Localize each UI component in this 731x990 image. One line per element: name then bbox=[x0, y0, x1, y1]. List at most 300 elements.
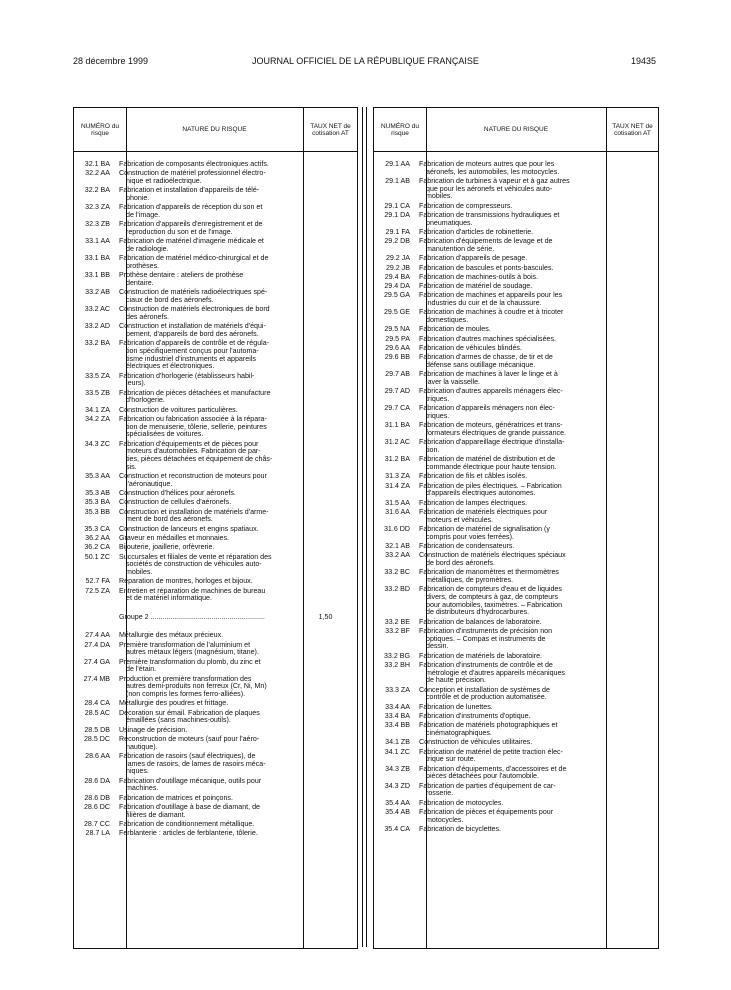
risk-code: 29.5 GE bbox=[383, 308, 410, 317]
table-row bbox=[374, 483, 658, 498]
rate-value bbox=[299, 289, 352, 304]
risk-description bbox=[110, 407, 299, 415]
description-line: Construction de matériel professionnel électro- bbox=[119, 169, 266, 178]
rate-value bbox=[299, 727, 352, 735]
description-line: Fabrication de matériel de petite traction élec- bbox=[419, 747, 563, 756]
risk-code: 28.6 DA bbox=[84, 776, 110, 785]
table-row bbox=[74, 659, 357, 674]
description-line: Fabrication de véhicules blindés. bbox=[419, 344, 522, 353]
table-row bbox=[374, 161, 658, 176]
risk-description bbox=[110, 323, 299, 338]
risk-description bbox=[110, 821, 299, 829]
description-line: Métallurgie des poudres et frittage. bbox=[119, 699, 229, 708]
risk-code: 34.1 ZB bbox=[385, 738, 410, 747]
description-line: Fabrication de moules. bbox=[419, 325, 491, 334]
risk-description bbox=[410, 552, 602, 567]
rate-value bbox=[299, 676, 352, 699]
risk-description bbox=[110, 170, 299, 185]
description-line: Construction de véhicules utilitaires. bbox=[419, 738, 533, 747]
risk-description bbox=[410, 586, 602, 617]
description-line: tion. bbox=[426, 446, 440, 455]
risk-code: 31.1 BA bbox=[384, 421, 410, 430]
risk-description bbox=[410, 628, 602, 651]
risk-description bbox=[410, 212, 602, 227]
rate-value bbox=[299, 605, 352, 613]
risk-description bbox=[410, 653, 602, 661]
table-row bbox=[74, 544, 357, 552]
table-row bbox=[374, 809, 658, 824]
risk-code: 29.2 JB bbox=[385, 263, 410, 272]
rate-value bbox=[299, 642, 352, 657]
risk-code: 31.4 ZA bbox=[385, 481, 410, 490]
risk-code: 29.2 DB bbox=[384, 237, 410, 246]
description-line: Fabrication de machines à laver le linge et à bbox=[419, 370, 558, 379]
rate-value bbox=[299, 490, 352, 498]
risk-description bbox=[410, 283, 602, 291]
description-line: pneumatiques. bbox=[426, 218, 473, 227]
description-line: Reconstruction de moteurs (sauf pour l'aéro- bbox=[119, 735, 260, 744]
description-line: rosserie. bbox=[426, 789, 454, 798]
risk-description bbox=[410, 500, 602, 508]
page-date: 28 décembre 1999 bbox=[73, 56, 149, 66]
risk-description bbox=[410, 309, 602, 324]
table-row bbox=[374, 526, 658, 541]
risk-description bbox=[110, 535, 299, 543]
table-row bbox=[74, 490, 357, 498]
risk-description bbox=[110, 187, 299, 202]
description-line: Construction et installation de matériels d'arme- bbox=[119, 507, 269, 516]
rate-value bbox=[299, 795, 352, 803]
risk-code: 33.2 BF bbox=[385, 626, 410, 635]
description-line: Fabrication de moteurs, génératrices et trans- bbox=[419, 421, 563, 430]
risk-code: 33.5 ZB bbox=[85, 388, 110, 397]
table-row bbox=[74, 161, 357, 169]
description-line: Fabrication d'instruments de contrôle et de bbox=[419, 660, 553, 669]
rate-value bbox=[299, 509, 352, 524]
description-line: tion de menuiserie, tôlerie, sellerie, peintures bbox=[126, 422, 267, 431]
description-line: Fabrication de rasoirs (sauf électriques), de bbox=[119, 752, 256, 761]
rate-value bbox=[299, 416, 352, 439]
rate-value bbox=[299, 544, 352, 552]
risk-description bbox=[110, 255, 299, 270]
rate-value bbox=[299, 554, 352, 577]
description-line: électriques et électroniques. bbox=[126, 362, 215, 371]
rate-value bbox=[299, 306, 352, 321]
risk-description bbox=[410, 345, 602, 353]
table-row bbox=[74, 632, 357, 640]
rate-value bbox=[299, 473, 352, 488]
description-line: laver la vaisselle. bbox=[426, 378, 481, 387]
risk-description bbox=[110, 509, 299, 524]
table-row bbox=[374, 826, 658, 834]
rate-value bbox=[299, 323, 352, 338]
description-line: Métallurgie des métaux précieux. bbox=[119, 631, 224, 640]
rate-value bbox=[299, 238, 352, 253]
risk-description bbox=[410, 178, 602, 201]
description-line: Fabrication de parties d'équipement de car- bbox=[419, 781, 556, 790]
risk-description bbox=[110, 778, 299, 793]
description-line: domestiques. bbox=[426, 316, 469, 325]
risk-description bbox=[110, 204, 299, 219]
rate-value bbox=[299, 272, 352, 287]
table-row bbox=[74, 821, 357, 829]
description-line: Fabrication de matériels photographiques et bbox=[419, 721, 558, 730]
risk-code: 33.1 BB bbox=[84, 271, 110, 280]
table-row bbox=[374, 255, 658, 263]
description-line: manutention de série. bbox=[426, 245, 495, 253]
description-line: Fabrication de moteurs autres que pour les bbox=[419, 160, 555, 168]
risk-description bbox=[110, 554, 299, 577]
table-row bbox=[374, 653, 658, 661]
description-line: mobiles. bbox=[126, 568, 153, 576]
risk-description bbox=[410, 473, 602, 481]
rate-value bbox=[299, 526, 352, 534]
risk-description bbox=[410, 543, 602, 551]
description-line: Construction de matériels radioélectriques spé- bbox=[119, 288, 268, 297]
rate-value bbox=[299, 340, 352, 371]
rate-value bbox=[299, 821, 352, 829]
risk-description bbox=[410, 483, 602, 498]
risk-code: 31.6 AA bbox=[385, 507, 410, 516]
risk-code: 35.3 AA bbox=[85, 472, 110, 481]
description-line: nautique). bbox=[126, 742, 158, 751]
description-line: divers, de compteurs à gaz, de compteurs bbox=[426, 592, 559, 601]
table-row bbox=[74, 289, 357, 304]
description-line: industries du cuir et de la chaussure. bbox=[426, 299, 542, 308]
description-line: Réparation de montres, horloges et bijoux. bbox=[119, 577, 253, 586]
header-nature: NATURE DU RISQUE bbox=[483, 126, 549, 133]
risk-description bbox=[110, 736, 299, 751]
risk-code: 34.3 ZC bbox=[84, 439, 110, 448]
risk-code: 34.3 ZB bbox=[385, 764, 410, 773]
table-row bbox=[74, 390, 357, 405]
risk-code: 34.1 ZC bbox=[384, 747, 410, 756]
rate-value bbox=[299, 187, 352, 202]
risk-description bbox=[410, 739, 602, 747]
rate-value bbox=[299, 170, 352, 185]
risk-code: 29.6 AA bbox=[385, 344, 410, 353]
risk-code bbox=[74, 614, 110, 622]
table-row bbox=[74, 778, 357, 793]
risk-code: 35.3 AB bbox=[85, 489, 110, 498]
table-row bbox=[374, 336, 658, 344]
table-row bbox=[374, 473, 658, 481]
table-row bbox=[74, 170, 357, 185]
risk-description bbox=[110, 795, 299, 803]
risk-code: 35.3 BA bbox=[84, 498, 110, 507]
risk-code: 27.4 DA bbox=[84, 640, 110, 649]
table-row bbox=[374, 749, 658, 764]
description-line: Construction et installation de matériels d'équi- bbox=[119, 322, 266, 331]
risk-code: 35.4 CA bbox=[384, 824, 410, 833]
risk-code: 35.4 AA bbox=[385, 798, 410, 807]
table-row bbox=[374, 586, 658, 617]
description-line: Fabrication d'équipements de levage et de bbox=[419, 237, 553, 246]
table-row bbox=[374, 178, 658, 201]
description-line: Fabrication de matériel de signalisation (y bbox=[419, 524, 550, 533]
description-line: machines. bbox=[126, 784, 159, 793]
risk-code: 31.6 DD bbox=[383, 524, 410, 533]
risk-description bbox=[110, 753, 299, 776]
description-line: moteurs d'automobiles. Fabrication de par- bbox=[126, 447, 261, 456]
description-line: filières de diamant. bbox=[126, 810, 186, 819]
rate-value bbox=[299, 578, 352, 586]
risk-description bbox=[110, 804, 299, 819]
table-row bbox=[374, 456, 658, 471]
risk-description bbox=[110, 473, 299, 488]
risk-description bbox=[110, 830, 299, 838]
table-row bbox=[74, 416, 357, 439]
table-row bbox=[374, 619, 658, 627]
description-line: de l'étain. bbox=[126, 665, 157, 674]
risk-code: 31.5 AA bbox=[385, 498, 410, 507]
description-line: Fabrication d'appareils de contrôle et de régula- bbox=[119, 339, 270, 348]
table-row bbox=[374, 354, 658, 369]
description-line: Fabrication et installation d'appareils de télé- bbox=[119, 186, 260, 195]
risk-code bbox=[74, 623, 110, 631]
description-line: pièces détachées pour l'automobile. bbox=[426, 772, 539, 781]
risk-description bbox=[410, 405, 602, 420]
table-row bbox=[374, 509, 658, 524]
description-line: triques. bbox=[426, 412, 450, 421]
description-line: phonie. bbox=[126, 194, 150, 202]
table-row bbox=[374, 543, 658, 551]
table-row bbox=[74, 509, 357, 524]
risk-description bbox=[110, 659, 299, 674]
description-line: de distributeurs d'hydrocarbures. bbox=[426, 608, 530, 617]
description-line: pour automobiles, taximètres. – Fabrication bbox=[426, 600, 563, 609]
description-line: sociétés de construction de véhicules auto- bbox=[126, 560, 262, 569]
description-line: Fabrication de pièces détachées et manufacture bbox=[119, 388, 271, 397]
risk-code: 28.6 AA bbox=[85, 752, 110, 761]
description-line: Fabrication de matériels de laboratoire. bbox=[419, 651, 543, 660]
table-row bbox=[74, 804, 357, 819]
risk-code: 29.4 BA bbox=[384, 272, 410, 281]
description-line: Fabrication de condensateurs. bbox=[419, 541, 515, 550]
table-row bbox=[374, 739, 658, 747]
description-line: Fabrication de compresseurs. bbox=[419, 201, 513, 210]
risk-description bbox=[410, 687, 602, 702]
table-row bbox=[74, 727, 357, 735]
risk-description bbox=[110, 614, 299, 622]
header-taux: TAUX NET de cotisation AT bbox=[310, 122, 351, 137]
description-line bbox=[119, 605, 296, 613]
rate-value bbox=[299, 161, 352, 169]
risk-code: 29.7 AB bbox=[385, 370, 410, 379]
left-risk-table bbox=[73, 107, 358, 949]
rate-value bbox=[299, 588, 352, 603]
risk-description bbox=[110, 238, 299, 253]
table-row bbox=[374, 238, 658, 253]
description-line: Fabrication de lampes électriques. bbox=[419, 498, 528, 507]
description-line: Fabrication d'appareils de pesage. bbox=[419, 254, 528, 263]
description-line: Construction d'hélices pour aéronefs. bbox=[119, 489, 236, 498]
table-row bbox=[374, 309, 658, 324]
risk-code: 31.2 AC bbox=[384, 438, 410, 447]
table-row bbox=[74, 642, 357, 657]
risk-description bbox=[410, 265, 602, 273]
description-line: et de matériel informatique. bbox=[126, 594, 212, 603]
rate-value bbox=[299, 753, 352, 776]
rate-value bbox=[299, 736, 352, 751]
table-row bbox=[374, 422, 658, 437]
description-line: émaillées (sans machines-outils). bbox=[126, 716, 231, 725]
table-row bbox=[74, 373, 357, 388]
risk-code: 35.3 BB bbox=[84, 507, 110, 516]
risk-description bbox=[110, 490, 299, 498]
risk-description bbox=[110, 544, 299, 552]
table-row bbox=[74, 736, 357, 751]
table-row bbox=[74, 272, 357, 287]
description-line: dentaire. bbox=[126, 279, 154, 287]
rate-value bbox=[299, 804, 352, 819]
description-line: Ferblanterie : articles de ferblanterie, tôlerie. bbox=[119, 829, 258, 838]
table-row bbox=[74, 830, 357, 838]
risk-description bbox=[410, 722, 602, 737]
table-row bbox=[374, 552, 658, 567]
rate-value bbox=[299, 204, 352, 219]
risk-code: 29.1 FA bbox=[385, 228, 410, 236]
risk-code: 29.6 BB bbox=[384, 353, 410, 362]
description-line: Fabrication de matériels électriques pour bbox=[419, 507, 548, 516]
table-row bbox=[74, 255, 357, 270]
left-rows bbox=[74, 161, 357, 840]
risk-description bbox=[110, 161, 299, 169]
page-number: 19435 bbox=[630, 56, 656, 66]
table-row bbox=[74, 578, 357, 586]
risk-code: 32.1 AB bbox=[385, 541, 410, 550]
header-nature: NATURE DU RISQUE bbox=[182, 126, 247, 133]
description-line: de radiologie. bbox=[126, 245, 169, 253]
risk-description bbox=[410, 326, 602, 334]
rate-value bbox=[299, 632, 352, 640]
description-line: Fabrication de balances de laboratoire. bbox=[419, 617, 542, 626]
risk-code: 72.5 ZA bbox=[85, 586, 110, 595]
risk-description bbox=[410, 766, 602, 781]
risk-code: 32.2 BA bbox=[84, 186, 110, 195]
journal-title: JOURNAL OFFICIEL DE LA RÉPUBLIQUE FRANÇAISE bbox=[252, 56, 479, 66]
table-row bbox=[374, 212, 658, 227]
description-line: Fabrication de matériel de soudage. bbox=[419, 282, 533, 291]
table-row bbox=[374, 800, 658, 808]
risk-description bbox=[410, 713, 602, 721]
risk-code: 33.1 BA bbox=[84, 254, 110, 263]
description-line: aéronefs, les automobiles, les motocycles. bbox=[426, 167, 560, 176]
table-row bbox=[74, 407, 357, 415]
table-row bbox=[374, 713, 658, 721]
table-row bbox=[374, 783, 658, 798]
risk-description bbox=[410, 800, 602, 808]
table-row bbox=[74, 306, 357, 321]
risk-code: 28.6 DC bbox=[83, 803, 110, 812]
right-risk-table bbox=[373, 107, 659, 949]
description-line: défense sans outillage mécanique. bbox=[426, 361, 536, 370]
risk-description bbox=[110, 373, 299, 388]
risk-description bbox=[110, 499, 299, 507]
risk-code: 52.7 FA bbox=[85, 577, 110, 586]
risk-description bbox=[410, 229, 602, 237]
risk-code: 33.2 AB bbox=[85, 288, 110, 297]
table-row bbox=[374, 439, 658, 454]
description-line: prothèses. bbox=[126, 262, 160, 270]
risk-code: 28.5 DC bbox=[83, 735, 110, 744]
risk-code: 29.7 AD bbox=[384, 387, 410, 396]
risk-code: 29.2 JA bbox=[385, 254, 410, 263]
description-line: Fabrication d'équipements, d'accessoires et de bbox=[419, 764, 567, 773]
description-line: Fabrication d'appareillage électrique d'installa- bbox=[419, 438, 565, 447]
risk-description bbox=[410, 336, 602, 344]
table-row bbox=[74, 340, 357, 371]
risk-code: 33.2 BC bbox=[384, 568, 410, 577]
description-line: Bijouterie, joaillerie, orfèvrerie. bbox=[119, 543, 215, 552]
table-row bbox=[74, 623, 357, 631]
table-row bbox=[374, 283, 658, 291]
description-line: de bord des aéronefs. bbox=[426, 558, 496, 567]
risk-description bbox=[410, 371, 602, 386]
rate-value bbox=[299, 830, 352, 838]
description-line: reproduction du son et de l'image. bbox=[126, 228, 233, 236]
table-row bbox=[374, 628, 658, 651]
table-row bbox=[374, 722, 658, 737]
risk-code: 33.2 BG bbox=[383, 651, 410, 660]
description-line: Fabrication d'appareils de réception du son et bbox=[119, 203, 263, 212]
description-line: contrôle et de production automatisée. bbox=[426, 693, 547, 702]
description-line: autres métaux légers (magnésium, titane). bbox=[126, 648, 259, 657]
description-line: Fabrication de pièces et équipements pour bbox=[419, 807, 554, 816]
risk-description bbox=[410, 388, 602, 403]
description-line: des aéronefs. bbox=[126, 313, 169, 321]
risk-code bbox=[74, 605, 110, 613]
description-line: Usinage de précision. bbox=[119, 725, 188, 734]
description-line: Construction et reconstruction de moteurs pour bbox=[119, 472, 267, 481]
description-line: sis. bbox=[126, 462, 137, 471]
table-row bbox=[74, 554, 357, 577]
rate-value bbox=[299, 623, 352, 631]
description-line: de l'image. bbox=[126, 211, 161, 219]
description-line: motocycles. bbox=[426, 815, 464, 824]
table-row bbox=[374, 265, 658, 273]
rate-value bbox=[299, 778, 352, 793]
header-numero: NUMÉRO du risque bbox=[381, 122, 419, 137]
table-row bbox=[74, 676, 357, 699]
risk-code: 29.1 CA bbox=[384, 201, 410, 210]
risk-code: 33.5 ZA bbox=[85, 371, 110, 380]
rate-value bbox=[299, 700, 352, 708]
risk-description bbox=[410, 662, 602, 685]
risk-description bbox=[410, 422, 602, 437]
description-line: d'appareils électriques autonomes. bbox=[426, 489, 536, 498]
description-line: Fabrication d'équipements et de pièces pour bbox=[119, 439, 259, 448]
description-line: autres demi-produits non ferreux (Cr, Ni, Mn) bbox=[126, 682, 267, 691]
risk-code: 36.2 CA bbox=[84, 543, 110, 552]
table-row bbox=[74, 753, 357, 776]
risk-code: 33.3 ZA bbox=[385, 685, 410, 694]
table-row bbox=[374, 704, 658, 712]
description-line: Fabrication de machines-outils à bois. bbox=[419, 272, 539, 281]
table-row bbox=[374, 388, 658, 403]
table-row bbox=[374, 766, 658, 781]
description-line: Fabrication d'horlogerie (établisseurs habil- bbox=[119, 371, 255, 380]
risk-code: 33.2 BE bbox=[384, 617, 410, 626]
description-line: niques. bbox=[126, 767, 149, 776]
risk-description bbox=[410, 439, 602, 454]
table-row bbox=[374, 292, 658, 307]
description-line: formateurs électriques de grande puissance. bbox=[426, 429, 566, 438]
description-line: tisme industriel d'instruments et appareils bbox=[126, 354, 256, 363]
table-row bbox=[374, 274, 658, 282]
description-line: Conception et installation de systèmes de bbox=[419, 685, 550, 694]
risk-description bbox=[110, 390, 299, 405]
